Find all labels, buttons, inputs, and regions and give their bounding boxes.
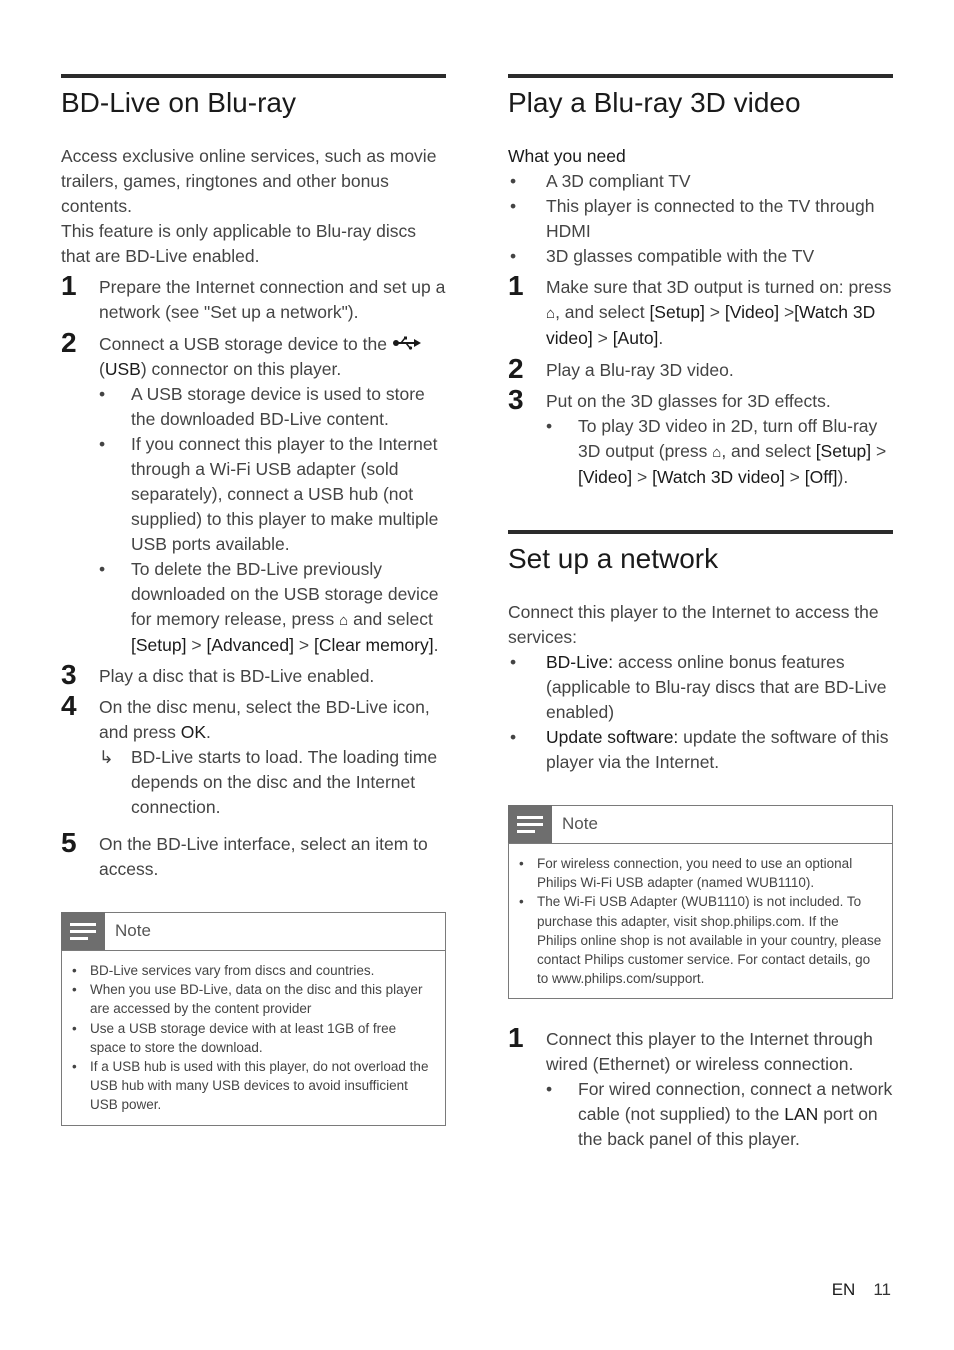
result-line xyxy=(99,745,446,820)
step-text: Connect a USB storage device to the xyxy=(99,334,387,354)
step-number: 2 xyxy=(61,327,77,358)
note-text: Use a USB storage device with at least 1GB of free space to store the download. xyxy=(90,1020,397,1055)
home-icon: ⌂ xyxy=(712,444,722,461)
separator: > xyxy=(789,467,800,487)
intro-note-paragraph: This feature is only applicable to Blu-ray discs that are BD-Live enabled. xyxy=(61,221,417,266)
note-text: When you use BD-Live, data on the disc and this player are accessed by the content provider xyxy=(90,982,423,1017)
result-arrow-icon: ↳ xyxy=(99,747,114,767)
right-column xyxy=(508,74,893,1152)
note-text: If a USB hub is used with this player, do not overload the USB hub with many USB devices to avoid insufficient USB power. xyxy=(90,1059,429,1113)
menu-setup: [Setup] xyxy=(649,302,705,322)
intro-paragraph: Access exclusive online services, such as movie trailers, games, ringtones and other bonus contents. xyxy=(61,146,437,216)
sub-bullet-text: A USB storage device is used to store the downloaded BD-Live content. xyxy=(131,384,425,429)
period: . xyxy=(206,722,211,742)
separator: > xyxy=(709,302,721,322)
menu-auto: [Auto] xyxy=(612,328,659,348)
separator: > xyxy=(298,635,310,655)
menu-setup: [Setup] xyxy=(815,441,872,461)
section-title-network: Set up a network xyxy=(508,530,893,576)
close-paren: ). xyxy=(837,467,849,487)
menu-watch-3d: [Watch 3D video] xyxy=(546,302,876,348)
left-column xyxy=(61,74,446,1126)
step-text: Put on the 3D glasses for 3D effects. xyxy=(546,391,831,411)
step-2 xyxy=(61,327,446,658)
network-bullet: • Update software: update the software of this player via the Internet. xyxy=(510,727,889,772)
sub-bullet: • For wired connection, connect a network cable (not supplied) to the LAN port on the back panel of this player. xyxy=(546,1079,893,1150)
sub-bullet: • To delete the BD-Live previously downloaded on the USB storage device for memory release, press ⌂ and select [Setup] > [Advanced] > [Clear memory]. xyxy=(99,559,439,655)
sub-bullet: • To play 3D video in 2D, turn off Blu-ray 3D output (press ⌂, and select [Setup] > [Video] > [Watch 3D video] > [Off]). xyxy=(546,416,887,487)
sub-bullet: • A USB storage device is used to store the downloaded BD-Live content. xyxy=(99,384,425,429)
note-text: The Wi-Fi USB Adapter (WUB1110) is not included. To purchase this adapter, visit shop.philips.com. If the Philips online shop is not available in your country, please contact Philips customer service. For contact details, go to www.philips.com/support. xyxy=(537,894,882,987)
note-icon xyxy=(508,805,552,843)
note-label: Note xyxy=(562,814,598,834)
step-number: 4 xyxy=(61,690,77,721)
bullet-text: access online bonus features (applicable to Blu-ray discs that are BD-Live enabled) xyxy=(546,652,887,722)
page-footer xyxy=(832,1280,891,1300)
menu-video: [Video] xyxy=(578,467,633,487)
note-label: Note xyxy=(115,921,151,941)
sub-bullet-text: To delete the BD-Live previously downloaded on the USB storage device for memory release, press xyxy=(131,559,439,629)
step-3 xyxy=(61,659,446,690)
step-5 xyxy=(61,827,446,882)
note-box xyxy=(61,912,446,1126)
note-text: BD-Live services vary from discs and countries. xyxy=(90,963,375,978)
home-icon: ⌂ xyxy=(339,612,349,629)
note-text: For wireless connection, you need to use an optional Philips Wi-Fi USB adapter (named WUB1110). xyxy=(537,856,853,891)
step-text: Connect this player to the Internet through wired (Ethernet) or wireless connection. xyxy=(546,1029,873,1075)
need-text: 3D glasses compatible with the TV xyxy=(546,246,815,266)
separator: > xyxy=(783,302,795,322)
step-3d-3 xyxy=(508,384,893,490)
note-item: • If a USB hub is used with this player, do not overload the USB hub with many USB devices to avoid insufficient USB power. xyxy=(72,1059,429,1113)
step-text: Play a disc that is BD-Live enabled. xyxy=(99,666,375,686)
step-number: 2 xyxy=(508,353,524,384)
separator: > xyxy=(637,467,648,487)
sub-bullet-text: To play 3D video in 2D, turn off Blu-ray 3D output (press xyxy=(578,416,878,461)
language-code: EN xyxy=(831,1280,856,1299)
step-4 xyxy=(61,690,446,820)
section-title-bd-live: BD-Live on Blu-ray xyxy=(61,74,446,120)
what-you-need-label: What you need xyxy=(508,146,626,166)
period: . xyxy=(658,328,664,348)
usb-label: USB xyxy=(104,359,141,379)
need-item: • 3D glasses compatible with the TV xyxy=(510,246,815,266)
network-bullet: • BD-Live: access online bonus features (applicable to Blu-ray discs that are BD-Live enabled) xyxy=(510,652,887,722)
menu-off: [Off] xyxy=(804,467,838,487)
step-text: , and select xyxy=(555,302,645,322)
menu-setup: [Setup] xyxy=(131,635,187,655)
separator: > xyxy=(191,635,202,655)
step-1 xyxy=(61,270,446,325)
sub-bullet: • If you connect this player to the Internet through a Wi-Fi USB adapter (sold separately), connect a USB hub (not supplied) to this player to make multiple USB ports available. xyxy=(99,434,439,554)
step-text: Make sure that 3D output is turned on: press xyxy=(546,277,892,297)
step-network-1 xyxy=(508,1022,893,1152)
menu-video: [Video] xyxy=(724,302,780,322)
section-title-3d: Play a Blu-ray 3D video xyxy=(508,74,893,120)
paren: ( xyxy=(99,359,105,379)
step-number: 1 xyxy=(508,270,524,301)
note-item: • The Wi-Fi USB Adapter (WUB1110) is not included. To purchase this adapter, visit shop.philips.com. If the Philips online shop is not available in your country, please contact Philips customer service. For contact details, go to www.philips.com/support. xyxy=(519,894,882,987)
note-item: • For wireless connection, you need to use an optional Philips Wi-Fi USB adapter (named WUB1110). xyxy=(519,856,853,891)
need-text: This player is connected to the TV through HDMI xyxy=(546,196,875,241)
step-number: 3 xyxy=(508,384,524,415)
menu-clear-memory: [Clear memory] xyxy=(314,635,434,655)
page-number: 11 xyxy=(873,1280,891,1299)
step-3d-2 xyxy=(508,353,893,384)
step-text: ) connector on this player. xyxy=(140,359,342,379)
step-number: 5 xyxy=(61,827,77,858)
network-intro: Connect this player to the Internet to access the services: xyxy=(508,602,879,647)
step-3d-1 xyxy=(508,270,893,351)
sub-bullet-text: port on the back panel of this player. xyxy=(578,1104,878,1150)
note-item: • BD-Live services vary from discs and countries. xyxy=(72,963,375,978)
step-text: On the disc menu, select the BD-Live icon, and press xyxy=(99,697,430,742)
bullet-label: Update software: xyxy=(546,727,679,747)
menu-watch-3d: [Watch 3D video] xyxy=(652,467,785,487)
step-number: 1 xyxy=(508,1022,524,1054)
bullet-label: BD-Live: xyxy=(546,652,614,672)
need-item: • A 3D compliant TV xyxy=(510,171,691,191)
note-item: • Use a USB storage device with at least 1GB of free space to store the download. xyxy=(72,1020,397,1055)
lan-port-label: LAN xyxy=(784,1104,819,1125)
note-icon xyxy=(61,912,105,950)
result-text: BD-Live starts to load. The loading time depends on the disc and the Internet connection. xyxy=(131,747,438,817)
home-icon: ⌂ xyxy=(546,305,556,322)
sub-bullet-text: For wired connection, connect a network cable (not supplied) to the xyxy=(578,1079,893,1125)
sub-bullet-text: If you connect this player to the Internet through a Wi-Fi USB adapter (sold separately), connect a USB hub (not supplied) to this player to make multiple USB ports available. xyxy=(131,434,439,554)
step-number: 3 xyxy=(61,659,77,690)
step-text: Play a Blu-ray 3D video. xyxy=(546,360,734,380)
menu-advanced: [Advanced] xyxy=(206,635,295,655)
need-text: A 3D compliant TV xyxy=(546,171,691,191)
sub-bullet-text: and select xyxy=(353,609,433,629)
step-number: 1 xyxy=(61,270,77,301)
separator: > xyxy=(597,328,608,348)
note-box xyxy=(508,805,893,999)
ok-key: OK xyxy=(180,722,207,742)
need-item: • This player is connected to the TV through HDMI xyxy=(510,196,875,241)
usb-icon xyxy=(392,334,422,354)
separator: > xyxy=(876,441,887,461)
note-item: • When you use BD-Live, data on the disc and this player are accessed by the content provider xyxy=(72,982,423,1017)
step-text: On the BD-Live interface, select an item to access. xyxy=(99,834,428,879)
period: . xyxy=(433,635,439,655)
step-text: Prepare the Internet connection and set up a network (see "Set up a network"). xyxy=(99,277,446,322)
bullet-text: update the software of this player via the Internet. xyxy=(546,727,889,772)
sub-bullet-text: , and select xyxy=(721,441,811,461)
